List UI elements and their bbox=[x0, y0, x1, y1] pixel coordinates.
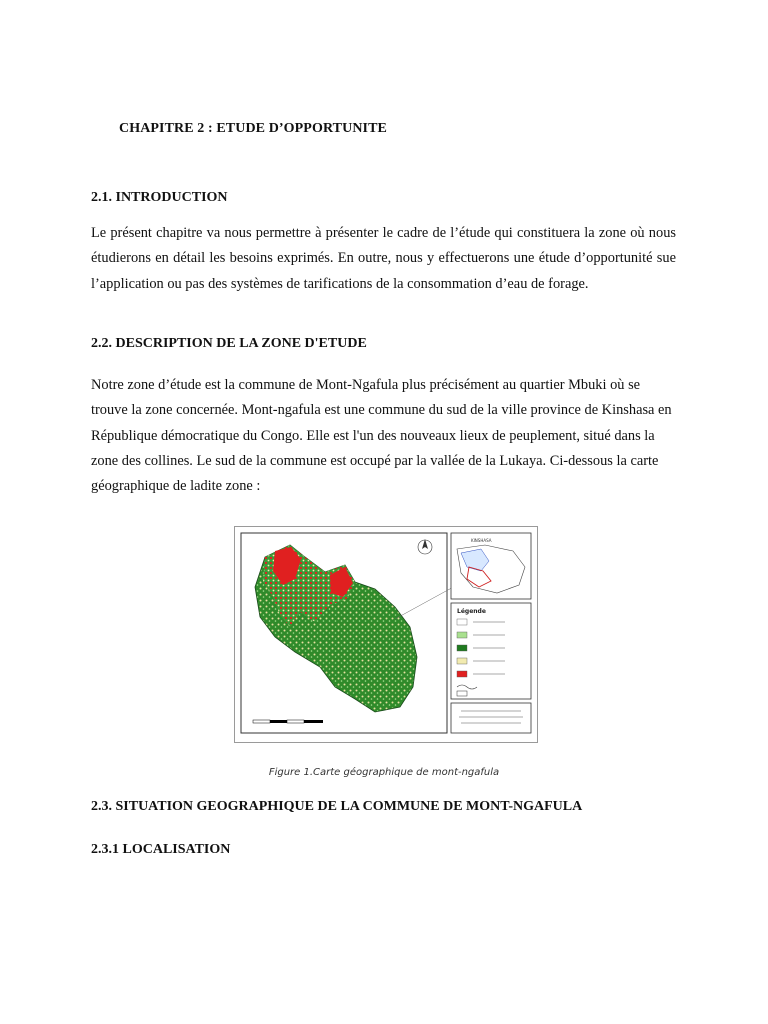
legend-swatch bbox=[457, 645, 467, 651]
legend-swatch bbox=[457, 632, 467, 638]
map-figure bbox=[234, 526, 538, 743]
introduction-paragraph: Le présent chapitre va nous permettre à présenter le cadre de l’étude qui constituera la zone où nous étudierons en détail les besoins exprimés. En outre, nous y effectuerons une étude d’opportunité sue l’application ou pas des systèmes de tarifications de la consommation d’eau de forage. bbox=[91, 225, 676, 292]
figure-caption: Figure 1.Carte géographique de mont-ngafula bbox=[268, 767, 500, 778]
section-heading-description: 2.2. DESCRIPTION DE LA ZONE D'ETUDE bbox=[91, 336, 367, 351]
legend-swatch bbox=[457, 671, 467, 677]
map-image bbox=[235, 527, 537, 742]
legend-zone-symbol bbox=[457, 691, 467, 696]
section-heading-situation: 2.3. SITUATION GEOGRAPHIQUE DE LA COMMUNE DE MONT-NGAFULA bbox=[91, 799, 583, 814]
inset-title: KINSHASA bbox=[471, 538, 492, 543]
chapter-title: CHAPITRE 2 : ETUDE D’OPPORTUNITE bbox=[119, 121, 387, 136]
section-heading-introduction: 2.1. INTRODUCTION bbox=[91, 190, 228, 205]
legend-swatch bbox=[457, 619, 467, 625]
legend-title: Légende bbox=[457, 608, 486, 615]
description-paragraph: Notre zone d’étude est la commune de Mont-Ngafula plus précisément au quartier Mbuki où se trouve la zone concernée. Mont-ngafula est une commune du sud de la ville province de Kinshasa en République démocratique du Congo. Elle est l'un des nouveaux lieux de peuplement, situé dans la zone des collines. Le sud de la commune est occupé par la vallée de la Lukaya. Ci-dessous la carte géographique de ladite zone : bbox=[91, 377, 672, 495]
section-heading-localisation: 2.3.1 LOCALISATION bbox=[91, 842, 231, 857]
legend-swatch bbox=[457, 658, 467, 664]
source-box bbox=[451, 703, 531, 733]
